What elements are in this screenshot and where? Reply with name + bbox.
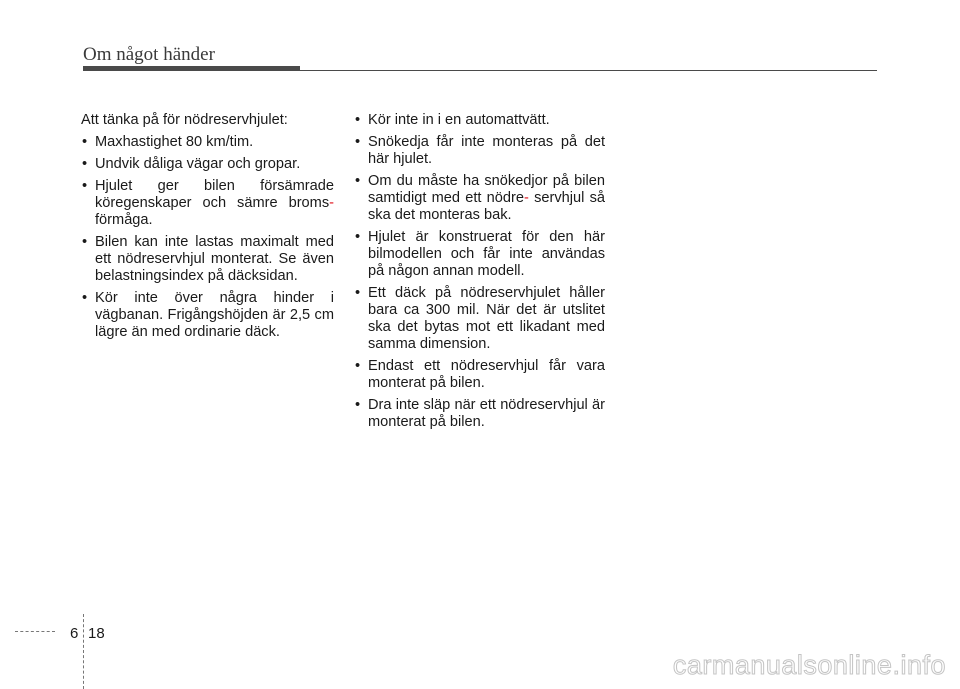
right-bullet-list [354,112,605,431]
list-item-text-part: förmåga. [95,212,153,228]
list-item: • Bilen kan inte lastas maximalt med ett nödreservhjul monterat. Se även belastningsindex på däcksidan. [81,234,334,285]
watermark-text: carmanualsonline.info [672,650,946,680]
chapter-number: 6 [70,625,79,642]
list-item-text-part: Om du måste ha snökedjor på bilen samtidigt med ett nödre [368,173,605,206]
list-item: • Undvik dåliga vägar och gropar. [81,156,334,173]
footer-divider-vertical [83,614,84,689]
list-item: • Snökedja får inte monteras på det här hjulet. [354,134,605,168]
list-item: • Maxhastighet 80 km/tim. [81,134,334,151]
list-item: • Ett däck på nödreservhjulet håller bara ca 300 mil. När det är utslitet ska det bytas mot ett likadant med samma dimension. [354,285,605,353]
list-item: • Dra inte släp när ett nödreservhjul är monterat på bilen. [354,397,605,431]
list-item: • Kör inte in i en automattvätt. [354,112,605,129]
list-item: • Endast ett nödreservhjul får vara monterat på bilen. [354,358,605,392]
section-title: Om något händer [83,44,215,65]
footer-divider-horizontal [15,631,55,632]
header-rule-thick [83,66,300,71]
left-bullet-list [81,134,334,341]
right-column [354,112,605,436]
intro-text: Att tänka på för nödreservhjulet: [81,112,288,128]
hyphen-mark: - [329,195,334,211]
list-item-text-part: servhjul så ska det monteras bak. [368,190,605,223]
list-item: • Kör inte över några hinder i vägbanan. Frigångshöjden är 2,5 cm lägre än med ordinarie däck. [81,290,334,341]
list-item: • Hjulet är konstruerat för den här bilmodellen och får inte användas på någon annan modell. [354,229,605,280]
page-number: 18 [88,625,105,642]
hyphen-mark: - [523,190,529,206]
left-column [81,112,334,346]
header-rule-thin [300,70,877,71]
list-item-text-part: Hjulet ger bilen försämrade köregenskaper och sämre broms [95,178,334,211]
list-item [354,173,605,224]
list-item [81,178,334,229]
